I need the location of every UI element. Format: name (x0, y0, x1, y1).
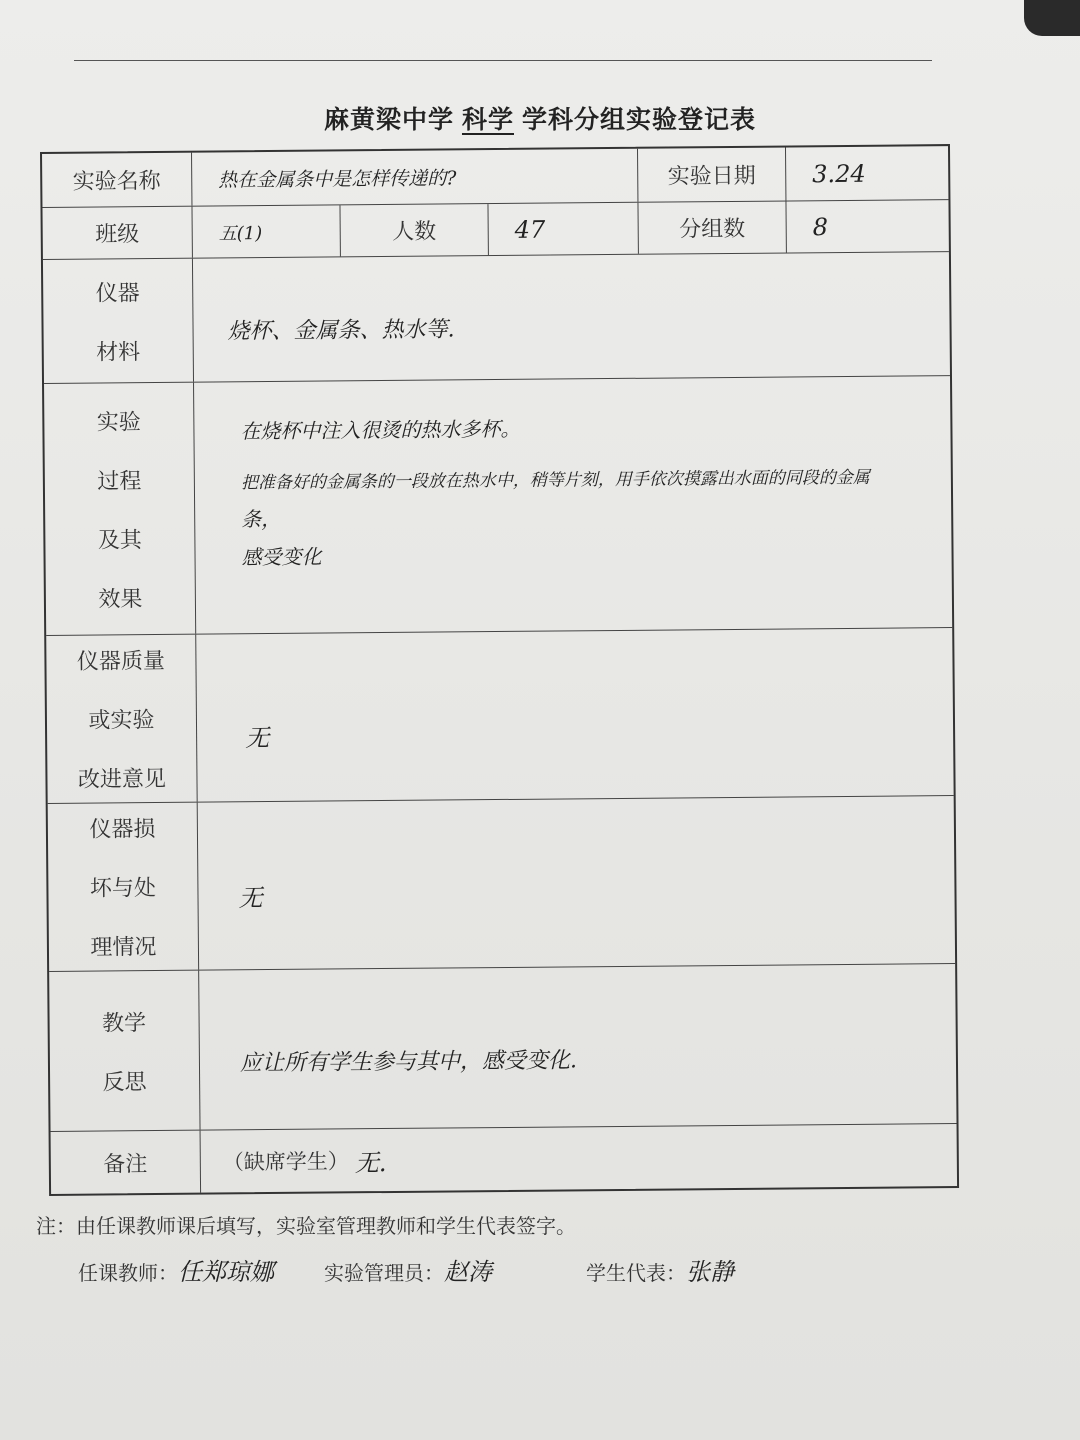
groups-label: 分组数 (638, 201, 786, 253)
title-prefix: 麻黄梁中学 (323, 105, 454, 134)
row-quality (46, 628, 953, 804)
reflection-value: 应让所有学生参与其中，感受变化. (239, 1048, 578, 1077)
process-line-4: 感受变化 (241, 544, 322, 570)
groups-value: 8 (812, 212, 829, 241)
student-rep-signature: 张静 (686, 1258, 734, 1286)
damage-value: 无 (238, 884, 263, 913)
lab-admin-signature-block (324, 1252, 492, 1287)
remarks-label: 备注 (51, 1131, 202, 1194)
reflection-label: 教学 反思 (49, 971, 200, 1131)
quality-value: 无 (245, 724, 270, 753)
people-value: 47 (488, 203, 638, 255)
row-experiment-name (42, 146, 948, 208)
row-reflection (49, 964, 956, 1132)
class-value: 五(1) (192, 205, 340, 257)
teacher-signature: 任郑琼娜 (178, 1258, 274, 1286)
row-class (42, 200, 948, 260)
damage-label: 仪器损 坏与处 理情况 (48, 803, 199, 971)
materials-value: 烧杯、金属条、热水等. (227, 317, 455, 345)
teacher-signature-block (78, 1252, 274, 1287)
title-subject: 科学 (461, 105, 514, 134)
date-label: 实验日期 (638, 147, 786, 201)
corner-shadow (1024, 0, 1080, 36)
process-line-1: 在烧杯中注入很烫的热水多杯。 (240, 416, 521, 444)
materials-label: 仪器 材料 (43, 259, 194, 383)
row-remarks (51, 1124, 958, 1194)
experiment-name-value: 热在金属条中是怎样传递的? (192, 149, 638, 206)
process-line-2: 把准备好的金属条的一段放在热水中，稍等片刻，用手依次摸露出水面的同段的金属 (240, 467, 870, 494)
signature-line (78, 1252, 898, 1292)
student-rep-label: 学生代表： (586, 1261, 686, 1285)
top-rule (74, 60, 932, 61)
people-label: 人数 (340, 204, 488, 256)
row-materials (43, 252, 950, 384)
remarks-prefix: （缺席学生） (222, 1149, 349, 1175)
student-rep-signature-block (586, 1252, 734, 1287)
row-process (44, 376, 952, 636)
class-label: 班级 (42, 207, 192, 259)
lab-admin-label: 实验管理员： (324, 1261, 444, 1285)
remarks-value (201, 1124, 958, 1193)
experiment-name-label: 实验名称 (42, 153, 192, 207)
title-suffix: 学科分组实验登记表 (522, 105, 757, 134)
process-label: 实验 过程 及其 效果 (44, 383, 196, 635)
lab-admin-signature: 赵涛 (444, 1258, 492, 1286)
quality-label: 仪器质量 或实验 改进意见 (46, 635, 197, 803)
footer-note: 注：由任课教师课后填写，实验室管理教师和学生代表签字。 (36, 1214, 576, 1238)
process-value (194, 376, 952, 634)
page-title (0, 100, 1080, 136)
teacher-label: 任课教师： (78, 1261, 178, 1285)
row-damage (48, 796, 955, 972)
process-line-3: 条， (241, 506, 282, 532)
remarks-absent-value: 无. (354, 1148, 387, 1177)
date-value: 3.24 (812, 159, 866, 188)
registration-form (40, 144, 959, 1196)
